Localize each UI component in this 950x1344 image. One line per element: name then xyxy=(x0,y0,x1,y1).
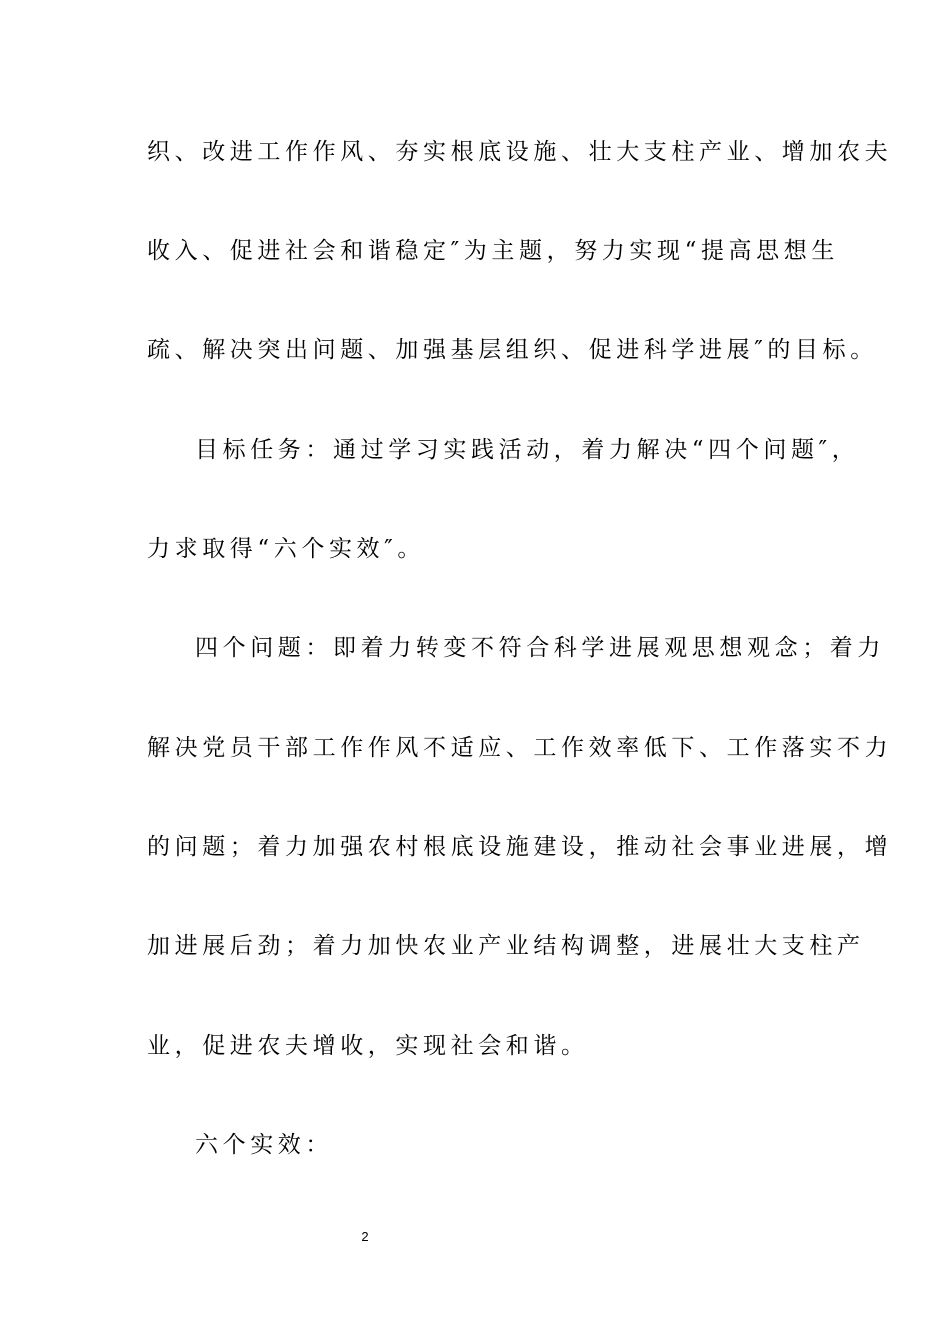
text-line-7: 解决党员干部工作作风不适应、工作效率低下、工作落实不力 xyxy=(147,735,893,761)
text-line-2: 收入、促进社会和谐稳定″为主题，努力实现“提高思想生 xyxy=(147,238,839,264)
text-line-3: 疏、解决突出问题、加强基层组织、促进科学进展″的目标。 xyxy=(147,337,878,363)
text-line-1: 织、改进工作作风、夯实根底设施、壮大支柱产业、增加农夫 xyxy=(147,139,893,165)
text-line-9: 加进展后劲；着力加快农业产业结构调整，进展壮大支柱产 xyxy=(147,933,865,959)
text-line-10: 业，促进农夫增收，实现社会和谐。 xyxy=(147,1033,589,1059)
text-line-4: 目标任务：通过学习实践活动，着力解决“四个问题″， xyxy=(195,437,860,463)
text-line-6: 四个问题：即着力转变不符合科学进展观思想观念；着力 xyxy=(195,635,885,661)
text-line-5: 力求取得“六个实效″。 xyxy=(147,536,425,562)
text-line-8: 的问题；着力加强农村根底设施建设，推动社会事业进展，增 xyxy=(147,834,893,860)
text-line-11: 六个实效： xyxy=(195,1132,333,1158)
page-number: 2 xyxy=(361,1229,369,1244)
